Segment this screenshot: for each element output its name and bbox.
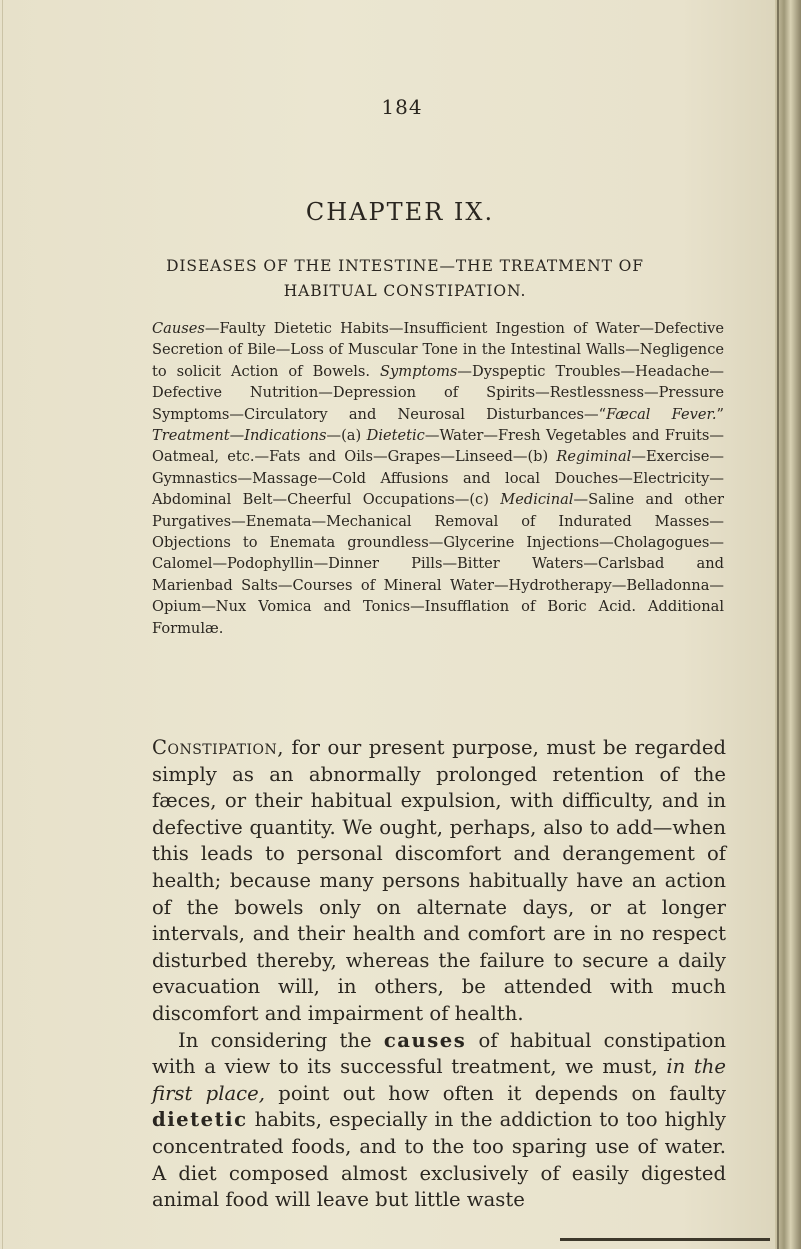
paragraph-2-c: point out how often it depends on faulty bbox=[264, 1081, 726, 1105]
chapter-summary bbox=[152, 318, 724, 639]
symptoms-text: —Dyspeptic Troubles—Headache—Defective Nutrition—Depression of Spirits—Restlessness—Pressure Symptoms—Circulatory and Neurosal Disturbances—“ bbox=[152, 362, 725, 423]
scan-left-rule bbox=[2, 0, 3, 1249]
dietetic-text: —Water—Fresh Vegetables and Fruits—Oatmeal, etc.—Fats and Oils—Grapes—Linseed—(b) bbox=[152, 427, 724, 466]
chapter-subtitle-line-1: DISEASES OF THE INTESTINE—THE TREATMENT OF bbox=[166, 257, 644, 275]
binding-edge-line bbox=[777, 0, 779, 1249]
after-faecal: ” bbox=[716, 405, 725, 423]
dietetic-emphasis: dietetic bbox=[152, 1108, 248, 1132]
causes-text: —Faulty Dietetic Habits—Insufficient Ingestion of Water—Defective Secretion of Bile—Loss of Muscular Tone in the Intestinal Walls—Negligence to solicit Action of Bowels. bbox=[152, 320, 724, 380]
paragraph-2-d: habits, especially in the addiction to too highly concentrated foods, and to the too sparing use of water. A diet composed almost exclusively of easily digested animal food will leave but little waste bbox=[152, 1108, 726, 1212]
first-place-italic: in the first place, bbox=[152, 1055, 727, 1105]
paragraph-1 bbox=[152, 735, 726, 1028]
causes-emphasis: causes bbox=[383, 1028, 467, 1052]
paragraph-1-text: for our present purpose, must be regarded simply as an abnormally prolonged retention of the fæces, or their habitual expulsion, with difficulty, and in defective quantity. We ought, perhaps, also to add—when this leads to personal discomfort and derangement of health; because many persons habitually have an action of the bowels only on alternate days, or at longer intervals, and their health and comfort are in no respect disturbed thereby, whereas the failure to secure a daily evacuation will, in others, be attended with much discomfort and impairment of health. bbox=[152, 736, 726, 1025]
constipation-lead: Constipation, bbox=[152, 736, 284, 759]
body-text bbox=[152, 735, 726, 1214]
paragraph-2 bbox=[152, 1028, 726, 1214]
medicinal-label: Medicinal bbox=[500, 491, 574, 509]
bottom-rule bbox=[560, 1238, 770, 1241]
treatment-a: —(a) bbox=[326, 427, 367, 445]
paragraph-2-b: of habitual constipation with a view to its successful treatment, we must, bbox=[152, 1028, 726, 1079]
faecal-fever: Fæcal Fever. bbox=[606, 405, 717, 423]
chapter-subtitle-line-2: HABITUAL CONSTIPATION. bbox=[283, 282, 527, 300]
medicinal-text: —Saline and other Purgatives—Enemata—Mechanical Removal of Indurated Masses—Objections to Enemata groundless—Glycerine Injections—Cholagogues—Calomel—Podophyllin—Dinner Pills—Bitter Waters—Carlsbad and Marienbad Salts—Courses of Mineral Water—Hydrotherapy—Belladonna—Opium—Nux Vomica and Tonics—Insufflation of Boric Acid. Additional Formulæ. bbox=[152, 491, 724, 637]
regiminal-label: Regiminal bbox=[556, 448, 632, 466]
dietetic-label: Dietetic bbox=[366, 427, 425, 445]
causes-label: Causes bbox=[152, 320, 205, 337]
paragraph-2-a: In considering the bbox=[178, 1028, 384, 1052]
symptoms-label: Symptoms bbox=[380, 362, 458, 380]
chapter-title: CHAPTER IX. bbox=[305, 198, 495, 226]
treatment-label: Treatment—Indications bbox=[152, 427, 327, 445]
page-number: 184 bbox=[381, 95, 423, 119]
regiminal-text: —Exercise—Gymnastics—Massage—Cold Affusions and local Douches—Electricity—Abdominal Belt—Cheerful Occupations—(c) bbox=[152, 448, 724, 509]
